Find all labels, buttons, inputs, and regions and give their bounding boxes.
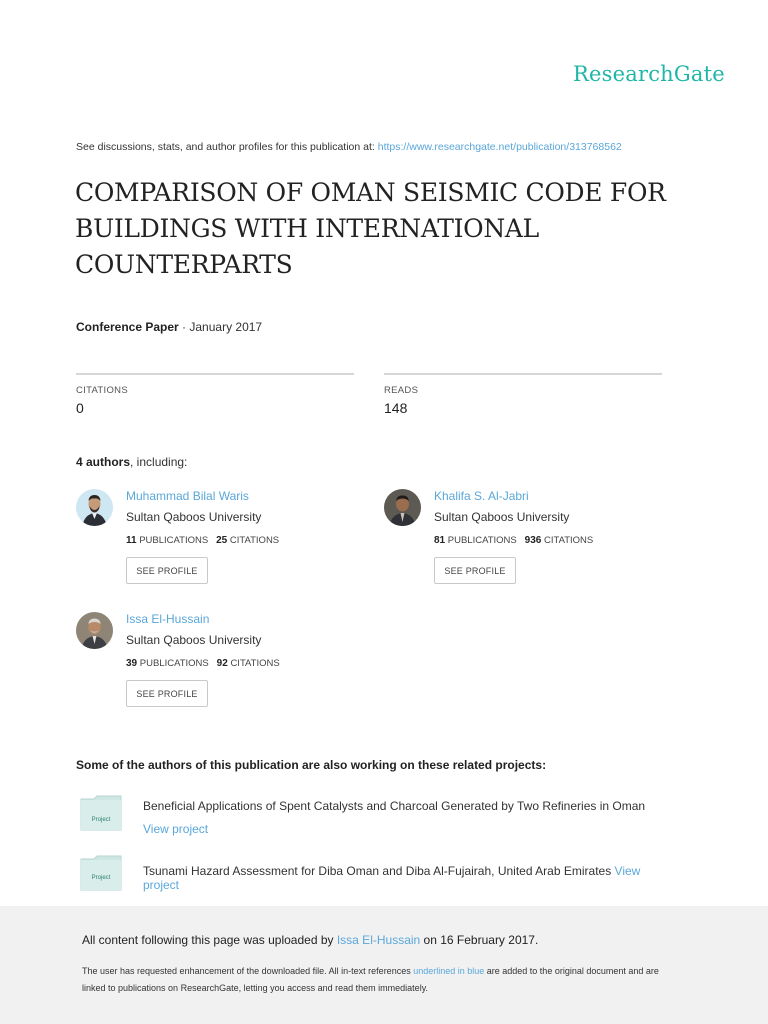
citations-label: CITATIONS [229, 535, 280, 546]
author-affiliation: Sultan Qaboos University [126, 510, 262, 524]
projects-heading: Some of the authors of this publication are also working on these related projects: [76, 758, 547, 772]
paper-date: January 2017 [189, 320, 263, 334]
citations-count: 25 [216, 535, 228, 546]
view-project-link[interactable]: View project [143, 864, 641, 892]
project-icon[interactable] [80, 795, 122, 831]
see-profile-button[interactable]: SEE PROFILE [126, 680, 208, 707]
citations-label: CITATIONS [76, 385, 128, 396]
author-card [76, 489, 376, 589]
reads-value: 148 [384, 400, 408, 416]
project-title [143, 864, 673, 892]
publication-url-link[interactable]: https://www.researchgate.net/publication/313768562 [377, 141, 622, 153]
publications-count: 39 [126, 658, 138, 669]
view-project-link[interactable]: View project [143, 822, 209, 836]
enhancement-pre: The user has requested enhancement of the downloaded file. All in-text references [82, 966, 414, 976]
author-affiliation: Sultan Qaboos University [126, 633, 262, 647]
project-icon[interactable] [80, 855, 122, 891]
project-item [80, 855, 680, 895]
publications-label: PUBLICATIONS [139, 535, 209, 546]
avatar[interactable] [76, 612, 113, 649]
see-profile-button[interactable]: SEE PROFILE [126, 557, 208, 584]
author-stats [126, 535, 279, 546]
researchgate-logo[interactable]: ResearchGate [573, 62, 725, 86]
project-item [80, 795, 680, 845]
see-profile-button[interactable]: SEE PROFILE [434, 557, 516, 584]
citations-stat [76, 373, 354, 416]
intro-text: See discussions, stats, and author profiles for this publication at: [76, 141, 378, 153]
author-stats [126, 658, 280, 669]
author-name-link[interactable]: Khalifa S. Al-Jabri [434, 489, 529, 503]
publications-label: PUBLICATIONS [447, 535, 517, 546]
meta-separator: · [178, 320, 190, 334]
author-stats [434, 535, 593, 546]
avatar[interactable] [384, 489, 421, 526]
publications-count: 11 [126, 535, 137, 546]
project-icon-label: Project [91, 817, 111, 823]
avatar[interactable] [76, 489, 113, 526]
citations-label: CITATIONS [230, 658, 280, 669]
authors-suffix: , including: [130, 455, 188, 469]
publications-count: 81 [434, 535, 446, 546]
author-affiliation: Sultan Qaboos University [434, 510, 570, 524]
project-text: Beneficial Applications of Spent Catalysts and Charcoal Generated by Two Refineries in Oman [143, 799, 646, 813]
project-title [143, 795, 673, 841]
project-text: Tsunami Hazard Assessment for Diba Oman and Diba Al-Fujairah, United Arab Emirates [143, 864, 615, 878]
paper-type: Conference Paper [76, 320, 179, 334]
paper-meta [76, 320, 262, 334]
enhancement-notice [82, 963, 682, 997]
reads-stat [384, 373, 662, 416]
enhancement-post: are added to the original document and are linked to publications on ResearchGate, letting you access and read them immediately. [82, 966, 659, 993]
paper-title: COMPARISON OF OMAN SEISMIC CODE FOR BUILDINGS WITH INTERNATIONAL COUNTERPARTS [75, 178, 666, 279]
authors-heading [76, 455, 187, 469]
author-name-link[interactable]: Issa El-Hussain [126, 612, 210, 626]
upload-pre: All content following this page was uploaded by [82, 933, 337, 947]
author-card [76, 612, 376, 712]
authors-count: 4 authors [76, 455, 131, 469]
upload-post: on 16 February 2017. [420, 933, 539, 947]
citations-value: 0 [76, 400, 84, 416]
author-name-link[interactable]: Muhammad Bilal Waris [126, 489, 249, 503]
citations-label: CITATIONS [544, 535, 594, 546]
author-card [384, 489, 684, 589]
publications-label: PUBLICATIONS [139, 658, 209, 669]
upload-notice [82, 933, 538, 947]
underlined-in-blue-link[interactable]: underlined in blue [413, 966, 485, 976]
citations-count: 92 [216, 658, 228, 669]
reads-label: READS [384, 385, 419, 396]
uploader-link[interactable]: Issa El-Hussain [336, 933, 421, 947]
project-icon-label: Project [91, 875, 111, 881]
citations-count: 936 [524, 535, 542, 546]
intro-line [76, 141, 622, 153]
